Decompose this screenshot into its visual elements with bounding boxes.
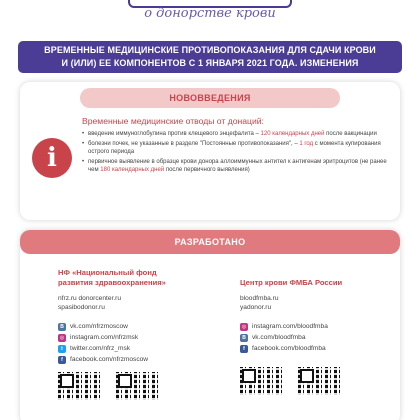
twitter-icon: t — [58, 345, 66, 353]
nfrz-column — [58, 268, 228, 400]
social-link-text: instagram.com/bloodfmba — [252, 323, 328, 330]
qr-code[interactable] — [58, 372, 102, 400]
fmba-column — [240, 268, 410, 395]
info-icon: i — [32, 138, 72, 178]
list-item — [82, 140, 392, 156]
website-link[interactable]: yadonor.ru — [240, 304, 272, 311]
social-link-text: facebook.com/bloodfmba — [252, 345, 326, 352]
qr-code[interactable] — [298, 367, 342, 395]
website-links — [58, 294, 228, 312]
section-heading: Временные медицинские отводы от донаций: — [82, 116, 264, 126]
item-text: введение иммуноглобулина против клещевого энцефалита – — [88, 131, 261, 137]
item-text: болезни почек, не указанные в разделе "Постоянные противопоказания", – — [88, 141, 300, 147]
item-highlight: 180 календарных дней — [100, 167, 165, 173]
novelties-card — [20, 82, 400, 220]
item-highlight: 120 календарных дней — [260, 131, 325, 137]
social-link-vk[interactable] — [58, 322, 228, 331]
social-link-text: vk.com/bloodfmba — [252, 334, 306, 341]
website-links — [240, 294, 410, 312]
vk-icon: В — [240, 334, 248, 342]
social-link-twitter[interactable] — [58, 344, 228, 353]
qr-code[interactable] — [240, 367, 284, 395]
social-links — [58, 322, 228, 364]
qr-code[interactable] — [116, 372, 160, 400]
rule-list — [82, 130, 392, 174]
list-item — [82, 130, 392, 138]
social-link-facebook[interactable] — [240, 344, 410, 353]
developed-pill: РАЗРАБОТАНО — [20, 230, 400, 254]
item-highlight: 1 год — [299, 141, 314, 147]
website-link[interactable]: spasibodonor.ru — [58, 304, 105, 311]
developed-card — [20, 230, 400, 420]
website-link[interactable]: bloodfmba.ru — [240, 295, 279, 302]
instagram-icon: ◎ — [241, 323, 247, 330]
website-link[interactable]: nfrz.ru donorcenter.ru — [58, 295, 122, 302]
social-link-vk[interactable] — [240, 333, 410, 342]
list-item — [82, 158, 392, 174]
novelties-content — [82, 116, 392, 176]
social-link-text: vk.com/nfrzmoscow — [70, 323, 128, 330]
facebook-icon: f — [58, 356, 66, 364]
social-link-text: instagram.com/nfrzmsk — [70, 334, 139, 341]
social-links — [240, 322, 410, 353]
title-banner — [18, 41, 402, 73]
social-link-text: twitter.com/nfrz_msk — [70, 345, 131, 352]
item-text: первичное выявление в образце крови донора аллоиммунных антител к антигенам эритроцитов (не ранее чем — [88, 159, 387, 173]
banner-line-1: ВРЕМЕННЫЕ МЕДИЦИНСКИЕ ПРОТИВОПОКАЗАНИЯ ДЛЯ СДАЧИ КРОВИ — [44, 45, 376, 55]
qr-codes — [240, 367, 410, 395]
org-name: развития здравоохранения» — [58, 278, 166, 287]
page-subtitle: о донорстве крови — [144, 6, 276, 21]
qr-codes — [58, 372, 228, 400]
item-text: после вакцинации — [324, 131, 377, 137]
item-text: с момента купирования острого периода — [88, 141, 381, 155]
item-text: после первичного выявления) — [164, 167, 250, 173]
novelties-pill: НОВОВВЕДЕНИЯ — [80, 88, 340, 108]
banner-line-2: И (ИЛИ) ЕЕ КОМПОНЕНТОВ С 1 ЯНВАРЯ 2021 ГОДА. ИЗМЕНЕНИЯ — [61, 58, 359, 68]
instagram-icon: ◎ — [59, 334, 65, 341]
social-link-instagram[interactable] — [240, 322, 410, 331]
org-name: НФ «Национальный фонд — [58, 268, 157, 277]
facebook-icon: f — [240, 345, 248, 353]
social-link-instagram[interactable] — [58, 333, 228, 342]
social-link-text: facebook.com/nfrzmoscow — [70, 356, 149, 363]
social-link-facebook[interactable] — [58, 355, 228, 364]
org-name: Центр крови ФМБА России — [240, 278, 343, 287]
vk-icon: В — [58, 323, 66, 331]
